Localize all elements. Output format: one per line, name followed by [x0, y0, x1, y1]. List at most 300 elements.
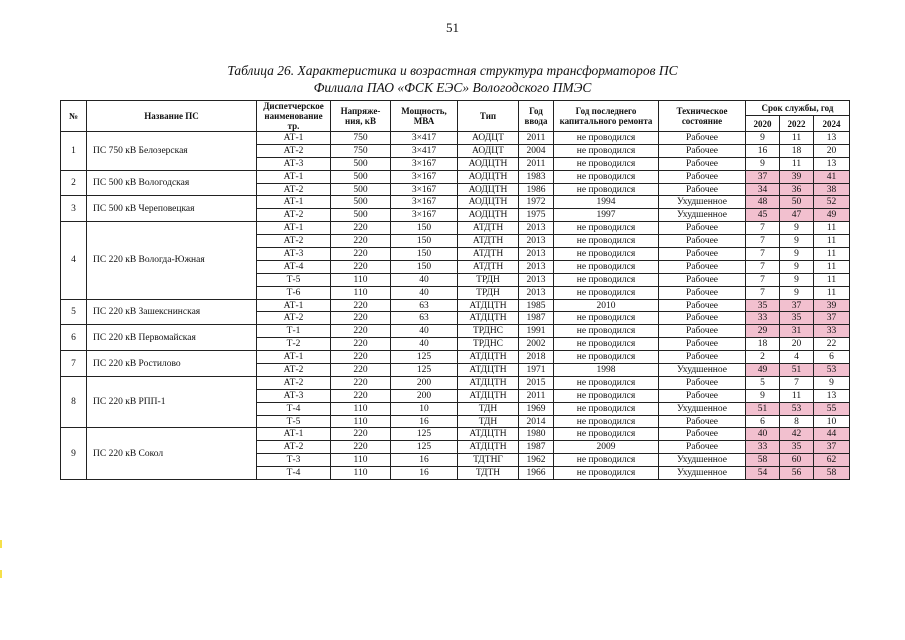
- year-cell: 1985: [519, 299, 554, 312]
- header-state: Техническое состояние: [659, 101, 746, 132]
- table-row: [61, 376, 850, 389]
- state-cell: Ухудшенное: [659, 467, 746, 480]
- voltage-cell: 750: [331, 132, 391, 145]
- service-2024-cell: 11: [814, 260, 850, 273]
- repair-year-cell: не проводился: [554, 286, 659, 299]
- year-cell: 2013: [519, 286, 554, 299]
- type-cell: ТДН: [458, 402, 519, 415]
- service-2024-cell: 39: [814, 299, 850, 312]
- service-2022-cell: 9: [780, 273, 814, 286]
- power-cell: 10: [391, 402, 458, 415]
- dispatch-name-cell: Т-5: [257, 273, 331, 286]
- repair-year-cell: 2010: [554, 299, 659, 312]
- year-cell: 1975: [519, 209, 554, 222]
- header-power: Мощность, МВА: [391, 101, 458, 132]
- repair-year-cell: не проводился: [554, 248, 659, 261]
- state-cell: Ухудшенное: [659, 402, 746, 415]
- dispatch-name-cell: АТ-3: [257, 157, 331, 170]
- dispatch-name-cell: АТ-2: [257, 376, 331, 389]
- service-2022-cell: 50: [780, 196, 814, 209]
- service-2020-cell: 33: [746, 441, 780, 454]
- service-2022-cell: 20: [780, 338, 814, 351]
- year-cell: 1966: [519, 467, 554, 480]
- power-cell: 40: [391, 325, 458, 338]
- state-cell: Рабочее: [659, 338, 746, 351]
- dispatch-name-cell: АТ-2: [257, 209, 331, 222]
- header-2020: 2020: [746, 116, 780, 132]
- repair-year-cell: не проводился: [554, 183, 659, 196]
- voltage-cell: 220: [331, 299, 391, 312]
- state-cell: Рабочее: [659, 260, 746, 273]
- service-2024-cell: 6: [814, 351, 850, 364]
- type-cell: АОДЦТ: [458, 132, 519, 145]
- group-number: 5: [61, 299, 87, 325]
- service-2024-cell: 62: [814, 454, 850, 467]
- dispatch-name-cell: АТ-1: [257, 351, 331, 364]
- header-2022: 2022: [780, 116, 814, 132]
- voltage-cell: 220: [331, 376, 391, 389]
- state-cell: Ухудшенное: [659, 196, 746, 209]
- power-cell: 16: [391, 454, 458, 467]
- group-number: 4: [61, 222, 87, 299]
- dispatch-name-cell: АТ-3: [257, 248, 331, 261]
- power-cell: 40: [391, 338, 458, 351]
- year-cell: 1971: [519, 364, 554, 377]
- header-num: №: [61, 101, 87, 132]
- repair-year-cell: 1994: [554, 196, 659, 209]
- type-cell: ТДТН: [458, 467, 519, 480]
- substation-name: ПС 220 кВ Ростилово: [87, 351, 257, 377]
- service-2020-cell: 7: [746, 260, 780, 273]
- dispatch-name-cell: Т-5: [257, 415, 331, 428]
- type-cell: ТРДНС: [458, 325, 519, 338]
- year-cell: 2002: [519, 338, 554, 351]
- state-cell: Рабочее: [659, 157, 746, 170]
- repair-year-cell: не проводился: [554, 144, 659, 157]
- year-cell: 2013: [519, 222, 554, 235]
- service-2022-cell: 11: [780, 132, 814, 145]
- state-cell: Рабочее: [659, 325, 746, 338]
- group-number: 2: [61, 170, 87, 196]
- scan-edge-mark: [0, 540, 2, 548]
- type-cell: АОДЦТН: [458, 196, 519, 209]
- substation-name: ПС 220 кВ РПП-1: [87, 376, 257, 428]
- service-2020-cell: 34: [746, 183, 780, 196]
- voltage-cell: 110: [331, 467, 391, 480]
- voltage-cell: 500: [331, 170, 391, 183]
- power-cell: 150: [391, 222, 458, 235]
- service-2024-cell: 11: [814, 286, 850, 299]
- repair-year-cell: не проводился: [554, 260, 659, 273]
- state-cell: Рабочее: [659, 170, 746, 183]
- type-cell: АТДТН: [458, 248, 519, 261]
- voltage-cell: 500: [331, 196, 391, 209]
- repair-year-cell: не проводился: [554, 157, 659, 170]
- repair-year-cell: не проводился: [554, 389, 659, 402]
- dispatch-name-cell: АТ-1: [257, 222, 331, 235]
- type-cell: АТДЦТН: [458, 376, 519, 389]
- voltage-cell: 220: [331, 248, 391, 261]
- service-2022-cell: 18: [780, 144, 814, 157]
- repair-year-cell: не проводился: [554, 467, 659, 480]
- voltage-cell: 220: [331, 441, 391, 454]
- service-2024-cell: 44: [814, 428, 850, 441]
- service-2020-cell: 16: [746, 144, 780, 157]
- voltage-cell: 500: [331, 157, 391, 170]
- service-2024-cell: 33: [814, 325, 850, 338]
- table-row: [61, 196, 850, 209]
- power-cell: 200: [391, 389, 458, 402]
- service-2024-cell: 37: [814, 441, 850, 454]
- state-cell: Рабочее: [659, 415, 746, 428]
- repair-year-cell: не проводился: [554, 132, 659, 145]
- substation-name: ПС 500 кВ Вологодская: [87, 170, 257, 196]
- service-2022-cell: 9: [780, 260, 814, 273]
- voltage-cell: 220: [331, 389, 391, 402]
- service-2020-cell: 9: [746, 389, 780, 402]
- service-2020-cell: 54: [746, 467, 780, 480]
- dispatch-name-cell: АТ-3: [257, 389, 331, 402]
- power-cell: 150: [391, 248, 458, 261]
- voltage-cell: 220: [331, 325, 391, 338]
- state-cell: Рабочее: [659, 286, 746, 299]
- header-year: Год ввода: [519, 101, 554, 132]
- dispatch-name-cell: АТ-1: [257, 132, 331, 145]
- voltage-cell: 750: [331, 144, 391, 157]
- service-2020-cell: 58: [746, 454, 780, 467]
- service-2024-cell: 20: [814, 144, 850, 157]
- header-repair: Год последнего капитального ремонта: [554, 101, 659, 132]
- voltage-cell: 220: [331, 428, 391, 441]
- service-2020-cell: 7: [746, 222, 780, 235]
- type-cell: ТДТНГ: [458, 454, 519, 467]
- substation-name: ПС 220 кВ Зашекснинская: [87, 299, 257, 325]
- dispatch-name-cell: АТ-2: [257, 441, 331, 454]
- type-cell: АОДЦТН: [458, 157, 519, 170]
- service-2022-cell: 9: [780, 286, 814, 299]
- state-cell: Рабочее: [659, 248, 746, 261]
- service-2020-cell: 9: [746, 157, 780, 170]
- dispatch-name-cell: АТ-2: [257, 183, 331, 196]
- voltage-cell: 220: [331, 364, 391, 377]
- service-2024-cell: 11: [814, 273, 850, 286]
- substation-name: ПС 220 кВ Вологда-Южная: [87, 222, 257, 299]
- type-cell: АТДТН: [458, 260, 519, 273]
- repair-year-cell: не проводился: [554, 273, 659, 286]
- service-2022-cell: 42: [780, 428, 814, 441]
- year-cell: 1969: [519, 402, 554, 415]
- service-2024-cell: 10: [814, 415, 850, 428]
- power-cell: 3×417: [391, 132, 458, 145]
- power-cell: 3×167: [391, 196, 458, 209]
- substation-name: ПС 500 кВ Череповецкая: [87, 196, 257, 222]
- voltage-cell: 220: [331, 312, 391, 325]
- table-row: [61, 299, 850, 312]
- group-number: 9: [61, 428, 87, 480]
- repair-year-cell: не проводился: [554, 351, 659, 364]
- type-cell: АОДЦТН: [458, 209, 519, 222]
- type-cell: АОДЦТН: [458, 183, 519, 196]
- dispatch-name-cell: АТ-1: [257, 196, 331, 209]
- power-cell: 3×167: [391, 157, 458, 170]
- service-2024-cell: 13: [814, 132, 850, 145]
- service-2020-cell: 7: [746, 273, 780, 286]
- state-cell: Рабочее: [659, 389, 746, 402]
- table-row: [61, 222, 850, 235]
- voltage-cell: 500: [331, 209, 391, 222]
- scan-edge-mark: [0, 570, 2, 578]
- power-cell: 63: [391, 299, 458, 312]
- service-2022-cell: 7: [780, 376, 814, 389]
- service-2022-cell: 11: [780, 389, 814, 402]
- repair-year-cell: 1998: [554, 364, 659, 377]
- voltage-cell: 110: [331, 273, 391, 286]
- type-cell: АТДЦТН: [458, 299, 519, 312]
- service-2022-cell: 36: [780, 183, 814, 196]
- table-header: [61, 101, 850, 132]
- service-2022-cell: 37: [780, 299, 814, 312]
- dispatch-name-cell: Т-1: [257, 325, 331, 338]
- dispatch-name-cell: Т-4: [257, 402, 331, 415]
- power-cell: 3×167: [391, 183, 458, 196]
- substation-name: ПС 220 кВ Сокол: [87, 428, 257, 480]
- repair-year-cell: не проводился: [554, 170, 659, 183]
- type-cell: ТРДН: [458, 273, 519, 286]
- state-cell: Рабочее: [659, 183, 746, 196]
- service-2020-cell: 18: [746, 338, 780, 351]
- year-cell: 2013: [519, 248, 554, 261]
- type-cell: АТДЦТН: [458, 428, 519, 441]
- service-2022-cell: 4: [780, 351, 814, 364]
- year-cell: 2015: [519, 376, 554, 389]
- type-cell: АОДЦТН: [458, 170, 519, 183]
- year-cell: 1987: [519, 312, 554, 325]
- power-cell: 125: [391, 428, 458, 441]
- repair-year-cell: не проводился: [554, 312, 659, 325]
- dispatch-name-cell: Т-6: [257, 286, 331, 299]
- power-cell: 40: [391, 273, 458, 286]
- power-cell: 125: [391, 351, 458, 364]
- caption-line-2: Филиала ПАО «ФСК ЕЭС» Вологодского ПМЭС: [313, 80, 592, 95]
- year-cell: 1991: [519, 325, 554, 338]
- service-2020-cell: 7: [746, 248, 780, 261]
- table-row: [61, 428, 850, 441]
- voltage-cell: 500: [331, 183, 391, 196]
- service-2022-cell: 56: [780, 467, 814, 480]
- service-2020-cell: 45: [746, 209, 780, 222]
- power-cell: 125: [391, 441, 458, 454]
- dispatch-name-cell: АТ-2: [257, 235, 331, 248]
- table-row: [61, 170, 850, 183]
- year-cell: 2004: [519, 144, 554, 157]
- dispatch-name-cell: АТ-1: [257, 428, 331, 441]
- state-cell: Рабочее: [659, 222, 746, 235]
- service-2020-cell: 37: [746, 170, 780, 183]
- service-2020-cell: 7: [746, 286, 780, 299]
- voltage-cell: 220: [331, 222, 391, 235]
- service-2024-cell: 37: [814, 312, 850, 325]
- header-type: Тип: [458, 101, 519, 132]
- dispatch-name-cell: АТ-2: [257, 144, 331, 157]
- service-2022-cell: 9: [780, 248, 814, 261]
- service-2024-cell: 41: [814, 170, 850, 183]
- state-cell: Ухудшенное: [659, 364, 746, 377]
- year-cell: 1986: [519, 183, 554, 196]
- type-cell: ТРДНС: [458, 338, 519, 351]
- transformers-table: [60, 100, 850, 480]
- type-cell: АТДЦТН: [458, 312, 519, 325]
- repair-year-cell: 1997: [554, 209, 659, 222]
- year-cell: 2018: [519, 351, 554, 364]
- service-2022-cell: 8: [780, 415, 814, 428]
- power-cell: 3×167: [391, 170, 458, 183]
- service-2024-cell: 11: [814, 248, 850, 261]
- table-row: [61, 132, 850, 145]
- group-number: 6: [61, 325, 87, 351]
- service-2022-cell: 9: [780, 235, 814, 248]
- service-2020-cell: 9: [746, 132, 780, 145]
- repair-year-cell: 2009: [554, 441, 659, 454]
- service-2022-cell: 51: [780, 364, 814, 377]
- service-2024-cell: 11: [814, 235, 850, 248]
- voltage-cell: 110: [331, 286, 391, 299]
- service-2020-cell: 5: [746, 376, 780, 389]
- service-2024-cell: 53: [814, 364, 850, 377]
- power-cell: 40: [391, 286, 458, 299]
- state-cell: Рабочее: [659, 376, 746, 389]
- header-dispatch: Диспетчерское наименование тр.: [257, 101, 331, 132]
- table-row: [61, 325, 850, 338]
- type-cell: ТРДН: [458, 286, 519, 299]
- service-2020-cell: 51: [746, 402, 780, 415]
- type-cell: АТДТН: [458, 235, 519, 248]
- state-cell: Рабочее: [659, 441, 746, 454]
- service-2020-cell: 49: [746, 364, 780, 377]
- power-cell: 16: [391, 467, 458, 480]
- service-2024-cell: 9: [814, 376, 850, 389]
- dispatch-name-cell: АТ-2: [257, 364, 331, 377]
- year-cell: 1962: [519, 454, 554, 467]
- year-cell: 1987: [519, 441, 554, 454]
- power-cell: 16: [391, 415, 458, 428]
- dispatch-name-cell: АТ-1: [257, 299, 331, 312]
- year-cell: 2011: [519, 389, 554, 402]
- repair-year-cell: не проводился: [554, 415, 659, 428]
- year-cell: 2013: [519, 273, 554, 286]
- voltage-cell: 220: [331, 235, 391, 248]
- caption-line-1: Таблица 26. Характеристика и возрастная структура трансформаторов ПС: [227, 63, 678, 78]
- repair-year-cell: не проводился: [554, 376, 659, 389]
- voltage-cell: 220: [331, 260, 391, 273]
- service-2024-cell: 13: [814, 157, 850, 170]
- service-2020-cell: 40: [746, 428, 780, 441]
- group-number: 7: [61, 351, 87, 377]
- state-cell: Рабочее: [659, 299, 746, 312]
- service-2022-cell: 35: [780, 312, 814, 325]
- year-cell: 2011: [519, 132, 554, 145]
- service-2022-cell: 47: [780, 209, 814, 222]
- state-cell: Рабочее: [659, 144, 746, 157]
- state-cell: Рабочее: [659, 312, 746, 325]
- repair-year-cell: не проводился: [554, 454, 659, 467]
- voltage-cell: 110: [331, 415, 391, 428]
- service-2024-cell: 52: [814, 196, 850, 209]
- dispatch-name-cell: АТ-2: [257, 312, 331, 325]
- power-cell: 3×167: [391, 209, 458, 222]
- year-cell: 1972: [519, 196, 554, 209]
- type-cell: АТДЦТН: [458, 389, 519, 402]
- service-2022-cell: 60: [780, 454, 814, 467]
- table-caption: [60, 62, 845, 96]
- year-cell: 1980: [519, 428, 554, 441]
- service-2024-cell: 58: [814, 467, 850, 480]
- dispatch-name-cell: АТ-1: [257, 170, 331, 183]
- header-name: Название ПС: [87, 101, 257, 132]
- year-cell: 2011: [519, 157, 554, 170]
- service-2020-cell: 33: [746, 312, 780, 325]
- power-cell: 150: [391, 235, 458, 248]
- type-cell: АТДЦТН: [458, 351, 519, 364]
- state-cell: Рабочее: [659, 428, 746, 441]
- state-cell: Ухудшенное: [659, 209, 746, 222]
- year-cell: 1983: [519, 170, 554, 183]
- service-2020-cell: 7: [746, 235, 780, 248]
- service-2024-cell: 13: [814, 389, 850, 402]
- voltage-cell: 220: [331, 338, 391, 351]
- type-cell: АОДЦТ: [458, 144, 519, 157]
- state-cell: Рабочее: [659, 235, 746, 248]
- service-2020-cell: 29: [746, 325, 780, 338]
- dispatch-name-cell: АТ-4: [257, 260, 331, 273]
- service-2022-cell: 39: [780, 170, 814, 183]
- header-voltage: Напряже-ния, кВ: [331, 101, 391, 132]
- voltage-cell: 220: [331, 351, 391, 364]
- power-cell: 200: [391, 376, 458, 389]
- type-cell: АТДЦТН: [458, 441, 519, 454]
- year-cell: 2014: [519, 415, 554, 428]
- service-2024-cell: 22: [814, 338, 850, 351]
- year-cell: 2013: [519, 235, 554, 248]
- service-2024-cell: 49: [814, 209, 850, 222]
- service-2024-cell: 38: [814, 183, 850, 196]
- power-cell: 63: [391, 312, 458, 325]
- dispatch-name-cell: Т-3: [257, 454, 331, 467]
- service-2024-cell: 55: [814, 402, 850, 415]
- service-2020-cell: 35: [746, 299, 780, 312]
- repair-year-cell: не проводился: [554, 222, 659, 235]
- service-2022-cell: 53: [780, 402, 814, 415]
- service-2022-cell: 35: [780, 441, 814, 454]
- state-cell: Рабочее: [659, 351, 746, 364]
- repair-year-cell: не проводился: [554, 402, 659, 415]
- service-2024-cell: 11: [814, 222, 850, 235]
- state-cell: Ухудшенное: [659, 454, 746, 467]
- service-2020-cell: 2: [746, 351, 780, 364]
- substation-name: ПС 750 кВ Белозерская: [87, 132, 257, 171]
- repair-year-cell: не проводился: [554, 338, 659, 351]
- type-cell: АТДЦТН: [458, 364, 519, 377]
- voltage-cell: 110: [331, 454, 391, 467]
- service-2022-cell: 11: [780, 157, 814, 170]
- repair-year-cell: не проводился: [554, 325, 659, 338]
- table-body: [61, 132, 850, 480]
- service-2020-cell: 48: [746, 196, 780, 209]
- service-2022-cell: 31: [780, 325, 814, 338]
- table-row: [61, 351, 850, 364]
- type-cell: АТДТН: [458, 222, 519, 235]
- dispatch-name-cell: Т-2: [257, 338, 331, 351]
- repair-year-cell: не проводился: [554, 235, 659, 248]
